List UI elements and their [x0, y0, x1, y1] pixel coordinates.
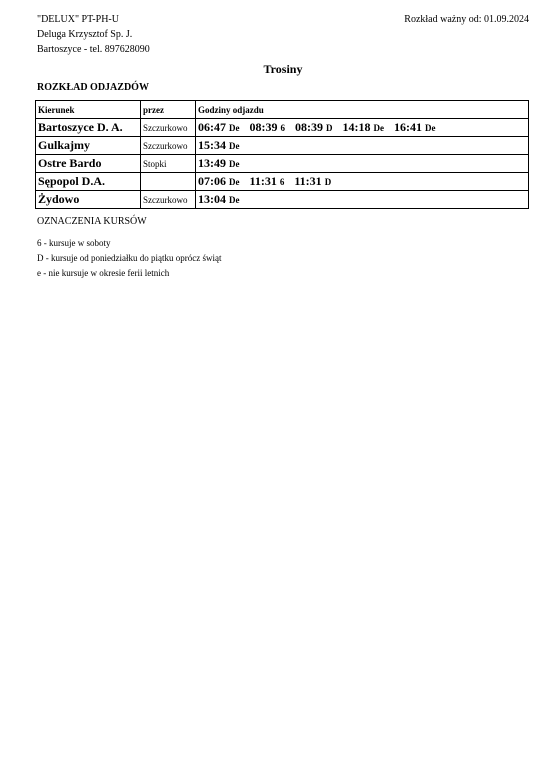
- row-departure-times: [196, 155, 529, 173]
- table-row: [36, 155, 529, 173]
- row-departure-times: [196, 173, 529, 191]
- departure-mark: De: [373, 123, 384, 133]
- departure-entry: [343, 120, 385, 135]
- departure-mark: 6: [279, 177, 285, 187]
- table-row: [36, 137, 529, 155]
- departure-entry: [250, 174, 285, 189]
- departure-entry: [198, 174, 240, 189]
- header-direction: Kierunek: [36, 101, 141, 119]
- stop-name: Trosiny: [263, 62, 303, 76]
- table-header-row: [36, 101, 529, 119]
- legend-title: OZNACZENIA KURSÓW: [37, 216, 147, 227]
- section-title: ROZKŁAD ODJAZDÓW: [37, 82, 149, 93]
- table-row: [36, 119, 529, 137]
- departure-time: 13:49: [198, 156, 226, 170]
- departure-entry: [198, 138, 240, 153]
- table-row: [36, 173, 529, 191]
- departure-time: 08:39: [249, 120, 278, 134]
- departure-entry: [295, 120, 333, 135]
- row-via: Szczurkowo: [141, 137, 196, 155]
- departure-entry: [198, 156, 240, 171]
- row-direction: Żydowo: [36, 191, 141, 209]
- departure-entry: [198, 120, 240, 135]
- departure-time: 08:39: [295, 120, 323, 134]
- departure-mark: D: [326, 123, 333, 133]
- departure-time: 16:41: [394, 120, 422, 134]
- row-departure-times: [196, 137, 529, 155]
- row-direction: Ostre Bardo: [36, 155, 141, 173]
- departure-mark: De: [229, 177, 240, 187]
- departure-time: 11:31: [249, 174, 277, 188]
- departure-time: 07:06: [198, 174, 226, 188]
- row-direction: Bartoszyce D. A.: [36, 119, 141, 137]
- row-direction: Gulkajmy: [36, 137, 141, 155]
- table-body: [36, 119, 529, 209]
- row-via: [141, 173, 196, 191]
- legend-item-weekdays: D - kursuje od poniedziałku do piątku oprócz świąt: [37, 253, 222, 263]
- departure-time: 11:31: [294, 174, 322, 188]
- departure-mark: De: [229, 123, 240, 133]
- legend-item-saturday: 6 - kursuje w soboty: [37, 238, 111, 248]
- row-via: Szczurkowo: [141, 191, 196, 209]
- departure-table: [35, 100, 529, 209]
- valid-from-date: Rozkład ważny od: 01.09.2024: [404, 14, 529, 25]
- departure-entry: [394, 120, 436, 135]
- company-name: "DELUX" PT-PH-U: [37, 14, 119, 25]
- table-row: [36, 191, 529, 209]
- departure-time: 13:04: [198, 192, 226, 206]
- company-owner: Deluga Krzysztof Sp. J.: [37, 29, 133, 40]
- row-departure-times: [196, 119, 529, 137]
- legend-item-no-summer-holidays: e - nie kursuje w okresie ferii letnich: [37, 268, 170, 278]
- departure-mark: De: [425, 123, 436, 133]
- row-via: Szczurkowo: [141, 119, 196, 137]
- row-via: Stopki: [141, 155, 196, 173]
- departure-mark: De: [229, 141, 240, 151]
- departure-mark: De: [229, 159, 240, 169]
- header-via: przez: [141, 101, 196, 119]
- company-contact: Bartoszyce - tel. 897628090: [37, 44, 150, 55]
- departure-mark: 6: [280, 123, 285, 133]
- departure-entry: [250, 120, 286, 135]
- departure-mark: De: [229, 195, 240, 205]
- departure-time: 06:47: [198, 120, 226, 134]
- header-departure-times: Godziny odjazdu: [196, 101, 529, 119]
- row-departure-times: [196, 191, 529, 209]
- departure-entry: [294, 174, 331, 189]
- departure-time: 15:34: [198, 138, 226, 152]
- departure-entry: [198, 192, 240, 207]
- row-direction: Sępopol D.A.: [36, 173, 141, 191]
- company-info: [37, 12, 150, 57]
- departure-mark: D: [324, 177, 332, 187]
- legend-list: [37, 236, 221, 281]
- departure-time: 14:18: [342, 120, 371, 134]
